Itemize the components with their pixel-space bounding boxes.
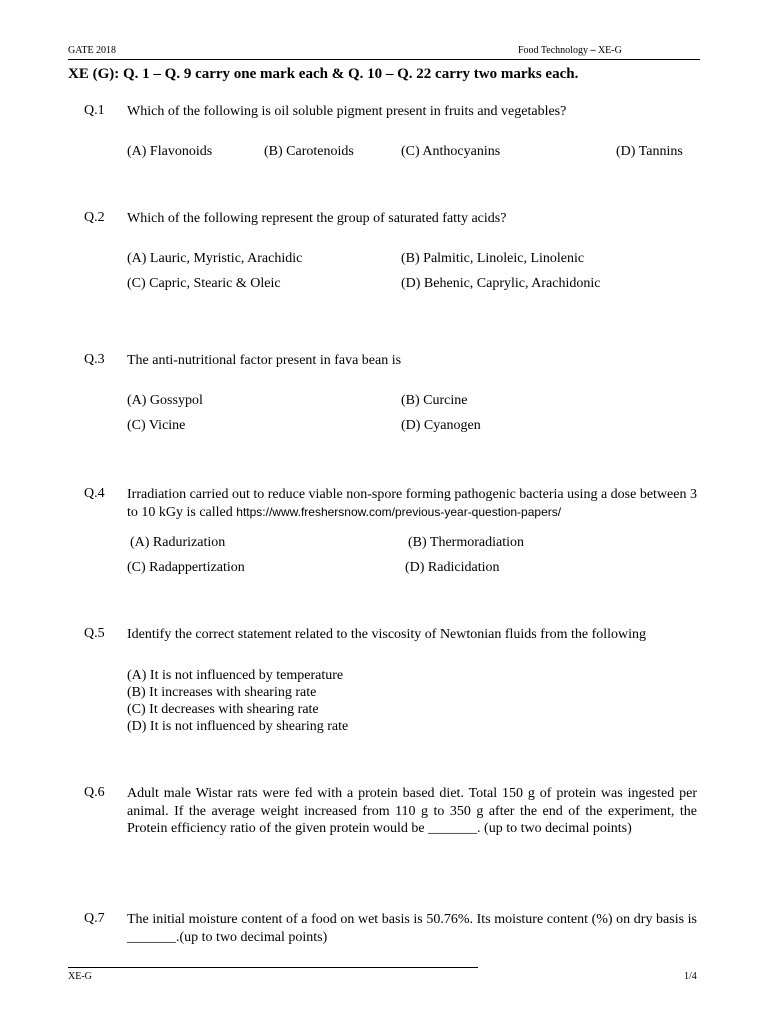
question-7-number: Q.7 <box>84 911 105 926</box>
footer-page-number: 1/4 <box>684 971 697 982</box>
question-2-number: Q.2 <box>84 210 105 225</box>
question-6-number: Q.6 <box>84 785 105 800</box>
question-7-text: The initial moisture content of a food on wet basis is 50.76%. Its moisture content (%) on dry basis is _______.(up to two decimal points) <box>127 912 697 945</box>
question-1-option-c: (C) Anthocyanins <box>401 144 501 159</box>
question-1-option-a: (A) Flavonoids <box>127 144 213 159</box>
question-4-number: Q.4 <box>84 486 105 501</box>
footer-paper-code: XE-G <box>68 971 92 982</box>
question-1-text: Which of the following is oil soluble pigment present in fruits and vegetables? <box>127 104 567 119</box>
question-1-option-b: (B) Carotenoids <box>264 144 354 159</box>
question-4-option-b: (B) Thermoradiation <box>408 535 524 550</box>
question-2-option-b: (B) Palmitic, Linoleic, Linolenic <box>401 251 585 266</box>
source-url: https://www.freshersnow.com/previous-year-question-papers/ <box>236 504 562 519</box>
question-3-option-b: (B) Curcine <box>401 393 468 408</box>
question-5-options <box>127 667 348 735</box>
question-3-option-d: (D) Cyanogen <box>401 418 481 433</box>
header-dash: – <box>587 45 598 56</box>
question-4-stem <box>127 486 697 521</box>
question-5-option-c: (C) It decreases with shearing rate <box>127 702 319 717</box>
question-4-option-a: (A) Radurization <box>130 535 226 550</box>
question-2-option-a: (A) Lauric, Myristic, Arachidic <box>127 251 303 266</box>
question-5-number: Q.5 <box>84 626 105 641</box>
question-2-option-d: (D) Behenic, Caprylic, Arachidonic <box>401 276 601 291</box>
question-3-option-a: (A) Gossypol <box>127 393 203 408</box>
header-code: XE-G <box>597 45 622 56</box>
question-6-text: Adult male Wistar rats were fed with a protein based diet. Total 150 g of protein was ingested per animal. If the average weight increased from 110 g to 350 g after the end of the experiment, the Protein efficiency ratio of the given protein would be _______. (up to two decimal points) <box>127 786 697 836</box>
question-5-text: Identify the correct statement related to the viscosity of Newtonian fluids from the following <box>127 627 647 642</box>
section-heading: XE (G): Q. 1 – Q. 9 carry one mark each & Q. 10 – Q. 22 carry two marks each. <box>68 66 579 82</box>
question-1-number: Q.1 <box>84 103 105 118</box>
question-3-option-c: (C) Vicine <box>127 418 186 433</box>
question-1-option-d: (D) Tannins <box>616 144 683 159</box>
header-paper-name <box>518 45 622 56</box>
question-4-text: Irradiation carried out to reduce viable non-spore forming pathogenic bacteria using a dose between 3 to 10 kGy is called <box>127 487 697 520</box>
header-subject: Food Technology <box>518 45 588 56</box>
header-divider <box>68 59 700 60</box>
question-4-option-d: (D) Radicidation <box>405 560 500 575</box>
footer-divider <box>68 967 478 968</box>
question-3-text: The anti-nutritional factor present in fava bean is <box>127 353 402 368</box>
header-exam-name: GATE 2018 <box>68 45 117 56</box>
question-2-text: Which of the following represent the group of saturated fatty acids? <box>127 211 507 226</box>
question-5-option-b: (B) It increases with shearing rate <box>127 685 317 700</box>
question-5-option-a: (A) It is not influenced by temperature <box>127 668 344 683</box>
question-5-option-d: (D) It is not influenced by shearing rate <box>127 719 349 734</box>
question-4-option-c: (C) Radappertization <box>127 560 245 575</box>
question-2-option-c: (C) Capric, Stearic & Oleic <box>127 276 281 291</box>
question-3-number: Q.3 <box>84 352 105 367</box>
